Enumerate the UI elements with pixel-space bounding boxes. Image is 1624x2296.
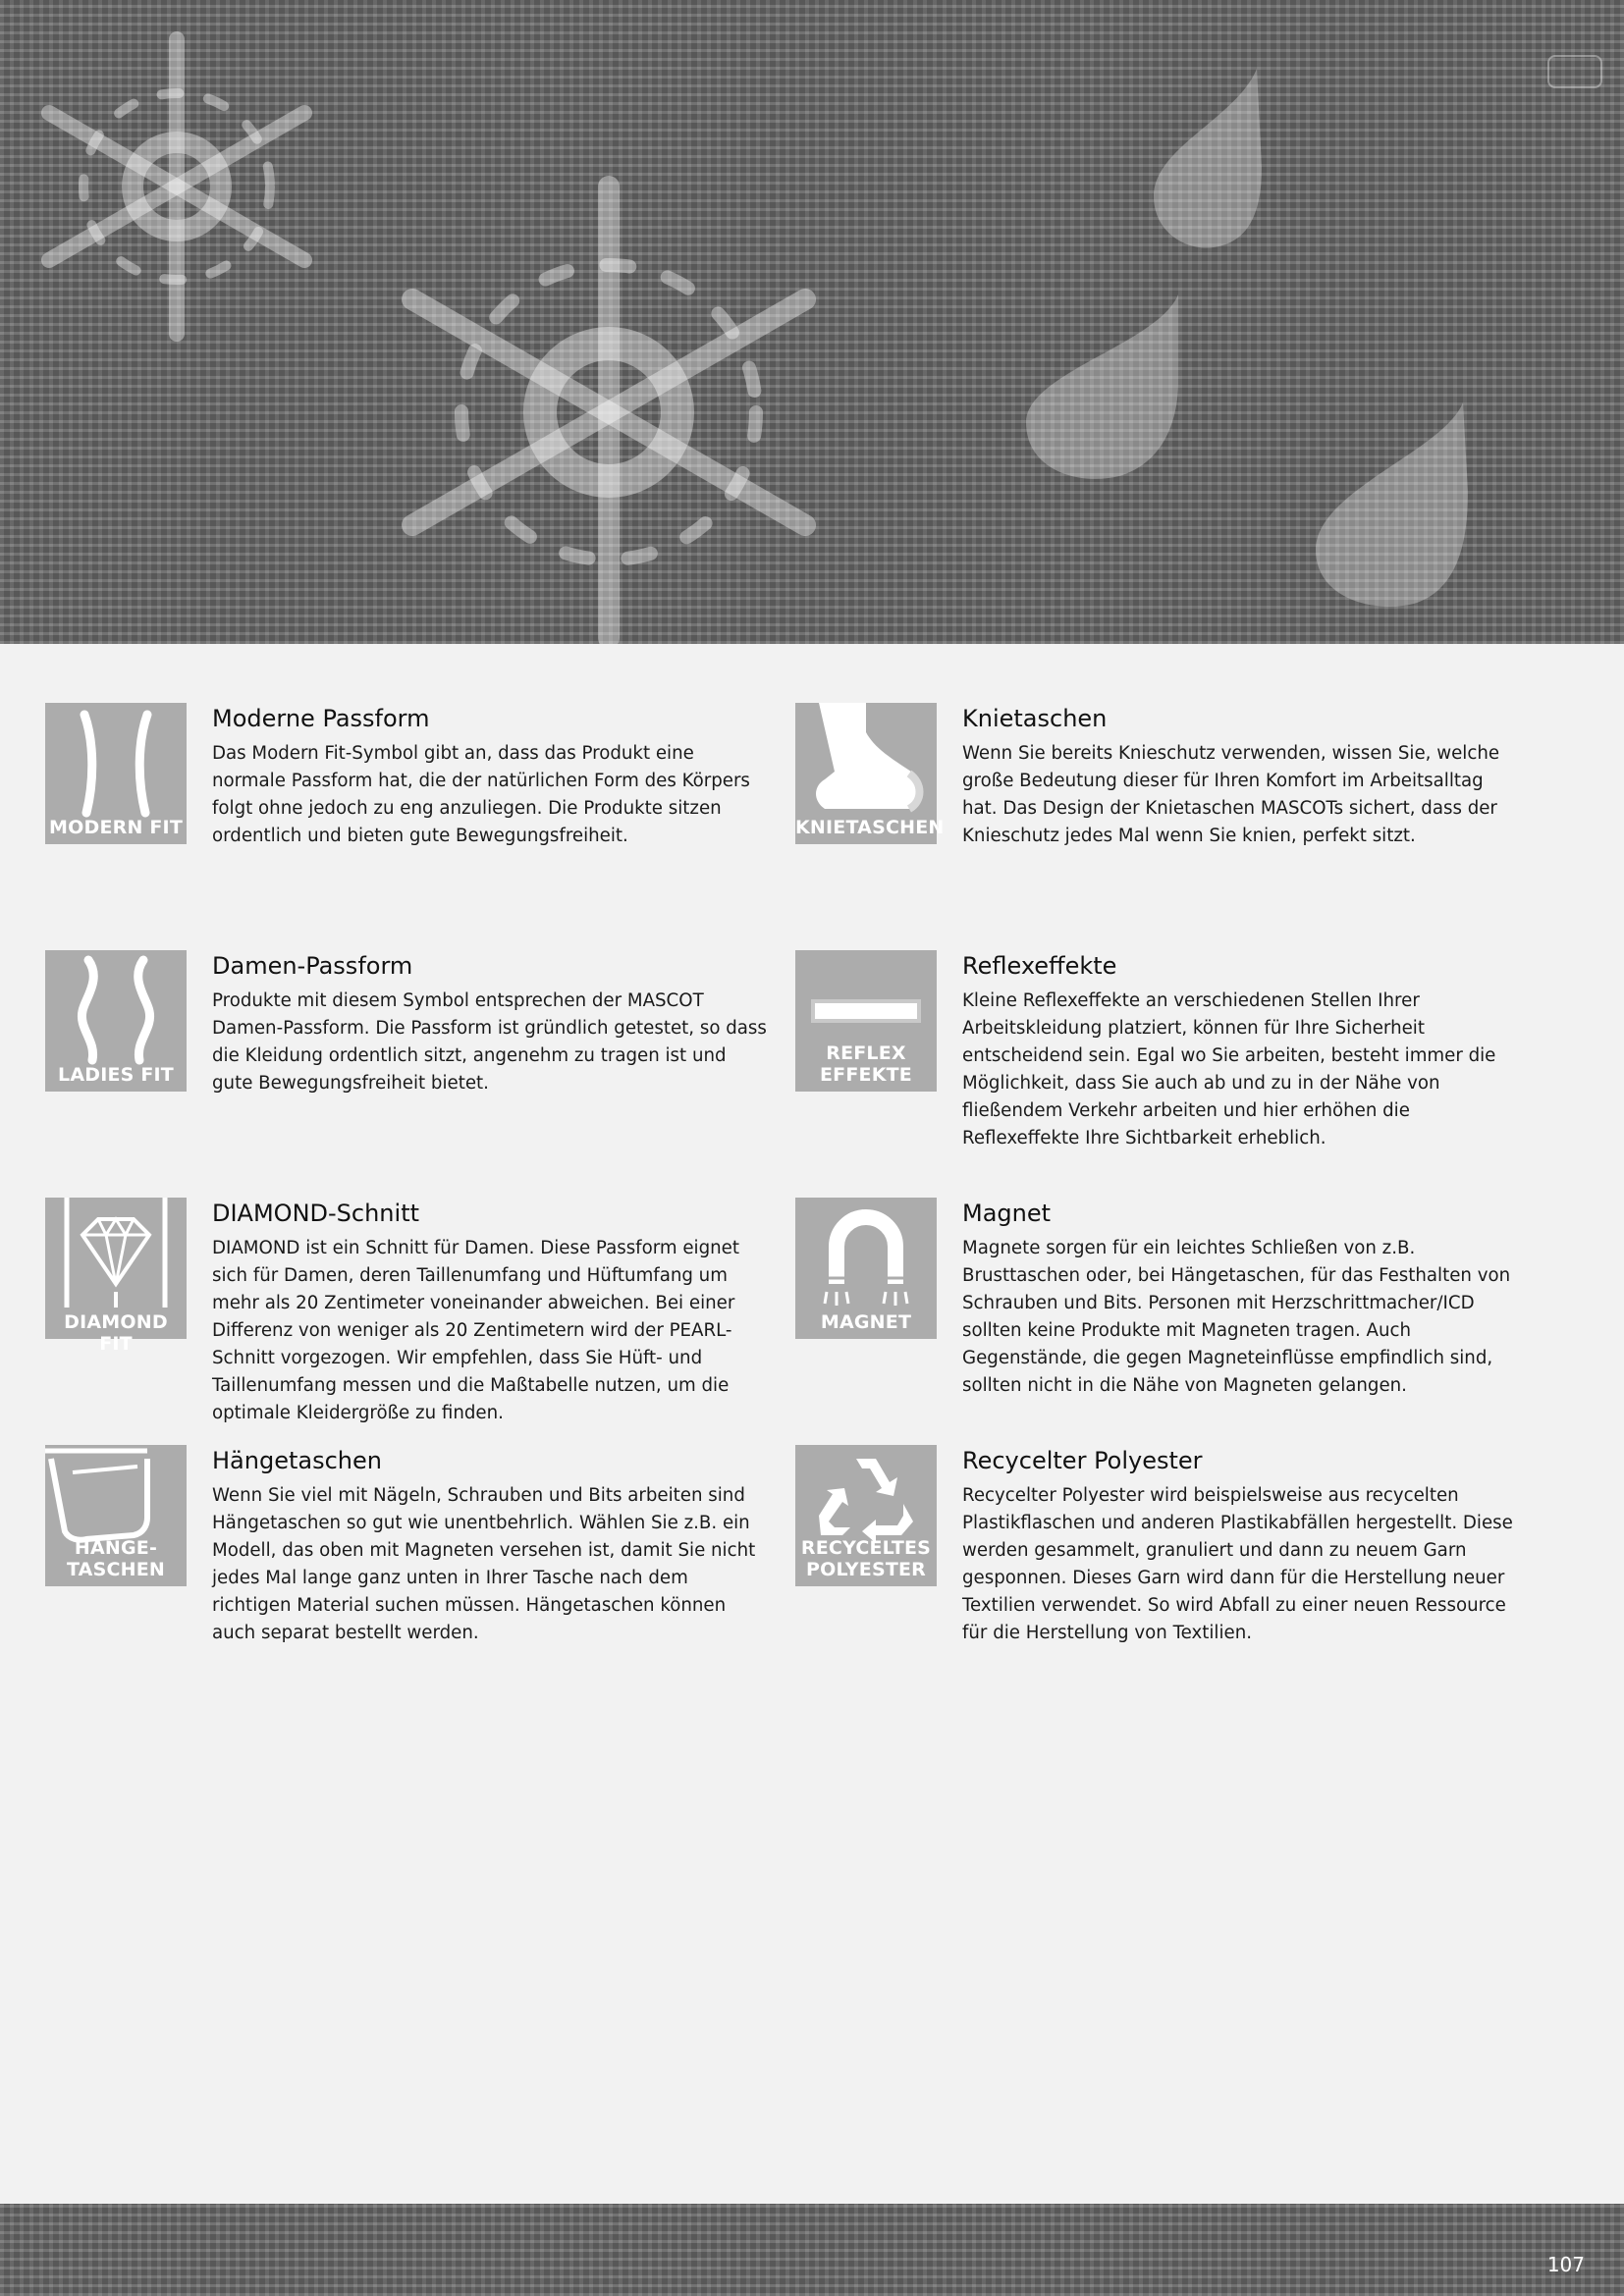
feature-title: Knietaschen	[962, 705, 1108, 732]
snow-rain-graphic	[0, 0, 1624, 644]
feature-title: Magnet	[962, 1200, 1052, 1227]
feature-title: Moderne Passform	[212, 705, 430, 732]
icon-label: HÄNGE-	[74, 1537, 158, 1559]
feature-title: Recycelter Polyester	[962, 1447, 1203, 1474]
feature-description: Kleine Reflexeffekte an verschiedenen Stellen Ihrer Arbeitskleidung platziert, können für Ihre Sicherheit entscheidend sein. Egal wo Sie arbeiten, besteht immer die Möglichkeit, dass Sie auch ab und zu in der Nähe von fließendem Verkehr arbeiten und hier erhöhen die Reflexeffekte Ihre Sichtbarkeit erheblich.	[962, 990, 1496, 1148]
feature-diamond	[45, 1198, 772, 1423]
modern-fit-icon	[45, 703, 187, 844]
feature-modern-fit	[45, 703, 772, 919]
feature-knietaschen	[795, 703, 1522, 919]
icon-label: DIAMOND FIT	[64, 1311, 168, 1355]
knee-pocket-icon	[795, 703, 945, 844]
feature-magnet	[795, 1198, 1522, 1414]
feature-description: Wenn Sie viel mit Nägeln, Schrauben und Bits arbeiten sind Hängetaschen so gut wie unentbehrlich. Wählen Sie z.B. ein Modell, das oben mit Magneten versehen ist, damit Sie nicht jedes Mal lange ganz unten in Ihrer Tasche nach dem richtigen Material suchen müssen. Hängetaschen können auch separat bestellt werden.	[212, 1485, 756, 1643]
feature-description: Wenn Sie bereits Knieschutz verwenden, wissen Sie, welche große Bedeutung dieser für Ihren Komfort im Arbeitsalltag hat. Das Design der Knietaschen MASCOTs sichert, dass der Knieschutz jedes Mal wenn Sie knien, perfekt sitzt.	[962, 743, 1500, 846]
icon-label: MODERN FIT	[49, 817, 183, 838]
ladies-fit-icon	[45, 950, 187, 1092]
recycle-icon	[795, 1445, 937, 1586]
feature-description: DIAMOND ist ein Schnitt für Damen. Diese Passform eignet sich für Damen, deren Taillenumfang und Hüftumfang um mehr als 20 Zentimeter voneinander abweichen. Bei einer Differenz von weniger als 20 Zentimetern wird der PEARL-Schnitt vorgezogen. Wir empfehlen, dass Sie Hüft- und Taillenumfang messen und die Maßtabelle nutzen, um die optimale Kleidergröße zu finden.	[212, 1238, 739, 1423]
feature-description: Recycelter Polyester wird beispielsweise aus recycelten Plastikflaschen und anderen Plastikabfällen hergestellt. Diese werden gesammelt, granuliert und dann zu neuem Garn gesponnen. Dieses Garn wird dann für die Herstellung neuer Textilien verwendet. So wird Abfall zu einer neuen Ressource für die Herstellung von Textilien.	[962, 1485, 1513, 1643]
footer-fabric-band	[0, 2204, 1624, 2296]
feature-title: Damen-Passform	[212, 952, 413, 980]
header-fabric-banner	[0, 0, 1624, 644]
large-snowflake-icon	[412, 187, 805, 638]
diamond-icon	[45, 1198, 187, 1355]
feature-recycled	[795, 1445, 1522, 1661]
droplet-icon	[1316, 402, 1468, 607]
icon-label: LADIES FIT	[58, 1064, 174, 1086]
icon-label: KNIETASCHEN	[795, 817, 945, 838]
small-snowflake-icon	[49, 39, 304, 334]
reflex-stripe-icon	[795, 950, 937, 1092]
icon-label: EFFEKTE	[820, 1064, 912, 1086]
droplet-icon	[1154, 69, 1262, 248]
feature-haengetaschen	[45, 1445, 772, 1661]
icon-label: REFLEX	[826, 1042, 906, 1064]
feature-title: Reflexeffekte	[962, 952, 1117, 980]
droplet-icon	[1026, 294, 1178, 479]
feature-ladies-fit	[45, 950, 772, 1166]
feature-title: DIAMOND-Schnitt	[212, 1200, 420, 1227]
magnet-icon	[795, 1198, 937, 1339]
holster-pocket-icon	[45, 1445, 187, 1586]
feature-description: Das Modern Fit-Symbol gibt an, dass das Produkt eine normale Passform hat, die der natürlichen Form des Körpers folgt ohne jedoch zu eng anzuliegen. Die Produkte sitzen ordentlich und bieten gute Bewegungsfreiheit.	[212, 743, 750, 846]
page-number: 107	[1546, 2253, 1585, 2276]
feature-description: Produkte mit diesem Symbol entsprechen der MASCOT Damen-Passform. Die Passform ist gründlich getestet, so dass die Kleidung ordentlich sitzt, angenehm zu tragen ist und gute Bewegungsfreiheit bietet.	[212, 990, 767, 1094]
icon-label: MAGNET	[820, 1311, 912, 1333]
icon-label: TASCHEN	[67, 1559, 165, 1580]
feature-reflex	[795, 950, 1522, 1166]
brand-logo-mark	[1547, 55, 1602, 88]
icon-label: POLYESTER	[805, 1559, 927, 1580]
icon-label: RECYCELTES	[800, 1537, 932, 1559]
feature-description: Magnete sorgen für ein leichtes Schließen von z.B. Brusttaschen oder, bei Hängetaschen, für das Festhalten von Schrauben und Bits. Personen mit Herzschrittmacher/ICD sollten keine Produkte mit Magneten tragen. Auch Gegenstände, die gegen Magneteinflüsse empfindlich sind, sollten nicht in die Nähe von Magneten gelangen.	[962, 1238, 1511, 1396]
feature-title: Hängetaschen	[212, 1447, 382, 1474]
